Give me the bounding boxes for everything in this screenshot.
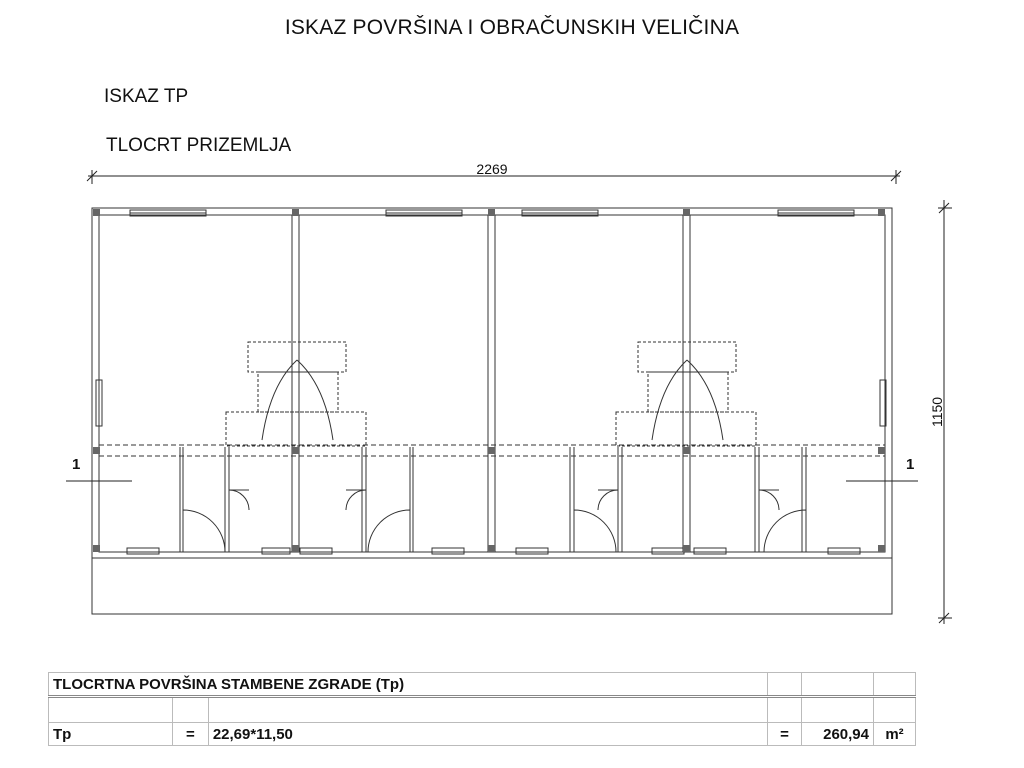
row-label: Tp	[49, 723, 173, 746]
building-walls	[92, 208, 892, 614]
document-title: ISKAZ POVRŠINA I OBRAČUNSKIH VELIČINA	[284, 16, 740, 39]
section-title: ISKAZ TP	[104, 86, 189, 107]
structural-columns	[93, 209, 885, 552]
area-table	[48, 672, 916, 746]
table-header: TLOCRTNA POVRŠINA STAMBENE ZGRADE (Tp)	[49, 673, 768, 697]
subsection-title: TLOCRT PRIZEMLJA	[106, 135, 292, 156]
width-dimension-label: 2269	[476, 161, 508, 177]
row-value: 260,94	[802, 723, 874, 746]
table-header-row	[49, 673, 916, 697]
section-mark-left: 1	[72, 456, 81, 473]
table-spacer-row	[49, 697, 916, 723]
row-equals-2: =	[768, 723, 802, 746]
height-dimension-label: 1150	[929, 396, 945, 428]
row-equals-1: =	[172, 723, 208, 746]
row-formula: 22,69*11,50	[208, 723, 767, 746]
row-unit: m²	[874, 723, 916, 746]
table-row	[49, 723, 916, 746]
section-mark-right: 1	[906, 456, 915, 473]
